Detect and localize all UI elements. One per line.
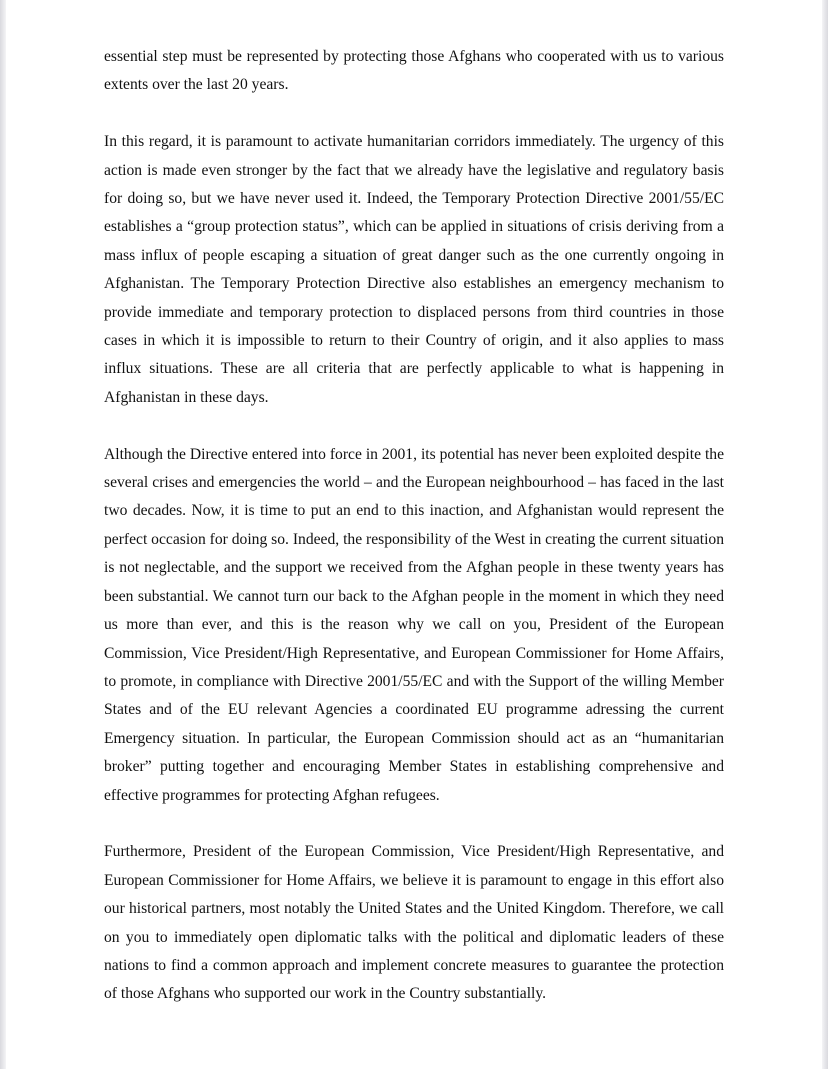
document-page bbox=[104, 43, 724, 1009]
paragraph-3: Although the Directive entered into force in 2001, its potential has never been exploited despite the several crises and emergencies the world – and the European neighbourhood – has faced in the last two decades. Now, it is time to put an end to this inaction, and Afghanistan would represent the perfect occasion for doing so. Indeed, the responsibility of the West in creating the current situation is not neglectable, and the support we received from the Afghan people in these twenty years has been substantial. We cannot turn our back to the Afghan people in the moment in which they need us more than ever, and this is the reason why we call on you, President of the European Commission, Vice President/High Representative, and European Commissioner for Home Affairs, to promote, in compliance with Directive 2001/55/EC and with the Support of the willing Member States and of the EU relevant Agencies a coordinated EU programme adressing the current Emergency situation. In particular, the European Commission should act as an “humanitarian broker” putting together and encouraging Member States in establishing comprehensive and effective programmes for protecting Afghan refugees. bbox=[104, 445, 724, 804]
paragraph-4: Furthermore, President of the European Commission, Vice President/High Representative, and European Commissioner for Home Affairs, we believe it is paramount to engage in this effort also our historical partners, most notably the United States and the United Kingdom. Therefore, we call on you to immediately open diplomatic talks with the political and diplomatic leaders of these nations to find a common approach and implement concrete measures to guarantee the protection of those Afghans who supported our work in the Country substantially. bbox=[104, 843, 724, 1003]
page-edge-left bbox=[0, 0, 6, 1069]
page-edge-right bbox=[822, 0, 828, 1069]
paragraph-1: essential step must be represented by protecting those Afghans who cooperated with us to various extents over the last 20 years. bbox=[104, 48, 724, 94]
paragraph-2: In this regard, it is paramount to activate humanitarian corridors immediately. The urgency of this action is made even stronger by the fact that we already have the legislative and regulatory basis for doing so, but we have never used it. Indeed, the Temporary Protection Directive 2001/55/EC establishes a “group protection status”, which can be applied in situations of crisis deriving from a mass influx of people escaping a situation of great danger such as the one currently ongoing in Afghanistan. The Temporary Protection Directive also establishes an emergency mechanism to provide immediate and temporary protection to displaced persons from third countries in those cases in which it is impossible to return to their Country of origin, and it also applies to mass influx situations. These are all criteria that are perfectly applicable to what is happening in Afghanistan in these days. bbox=[104, 133, 724, 406]
